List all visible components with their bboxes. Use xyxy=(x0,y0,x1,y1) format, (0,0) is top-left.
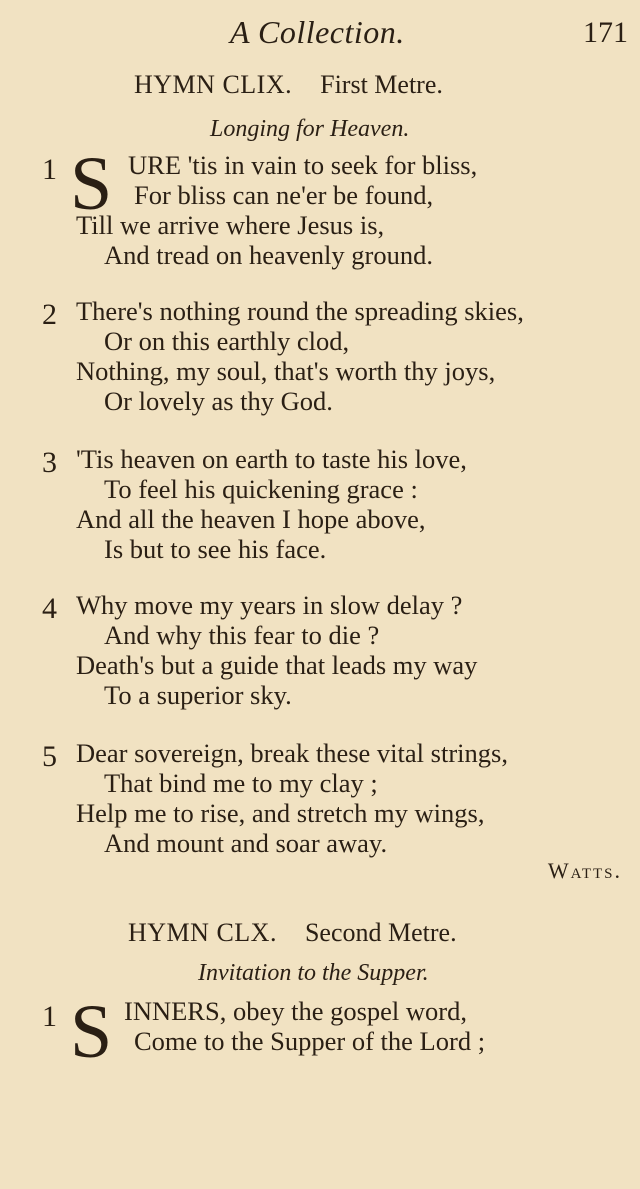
stanza-number: 5 xyxy=(42,740,57,773)
hymn-author: Watts. xyxy=(547,858,622,883)
hymn-metre: First Metre. xyxy=(320,70,443,99)
stanza-line: Till we arrive where Jesus is, xyxy=(76,210,385,240)
stanza-line: URE 'tis in vain to seek for bliss, xyxy=(128,150,478,180)
stanza-line: Or lovely as thy God. xyxy=(104,386,333,416)
stanza-line: To a superior sky. xyxy=(104,680,292,710)
stanza-line: And mount and soar away. xyxy=(104,828,388,858)
stanza-line: Or on this earthly clod, xyxy=(104,326,350,356)
stanza-line: Dear sovereign, break these vital strings, xyxy=(76,738,508,768)
stanza-line: Nothing, my soul, that's worth thy joys, xyxy=(76,356,496,386)
stanza-line: Death's but a guide that leads my way xyxy=(76,650,478,680)
stanza-line: And why this fear to die ? xyxy=(104,620,380,650)
stanza-number: 4 xyxy=(42,592,57,625)
hymn-subtitle: Longing for Heaven. xyxy=(210,116,410,142)
drop-cap: S xyxy=(70,990,113,1074)
hymn-heading xyxy=(134,70,443,100)
stanza-line: Help me to rise, and stretch my wings, xyxy=(76,798,485,828)
stanza-number: 2 xyxy=(42,298,57,331)
stanza-line: And tread on heavenly ground. xyxy=(104,240,433,270)
hymn-number: HYMN CLIX. xyxy=(134,70,293,99)
hymn-number: HYMN CLX. xyxy=(128,918,277,947)
stanza-line: Is but to see his face. xyxy=(104,534,327,564)
stanza-line: To feel his quickening grace : xyxy=(104,474,418,504)
stanza-line: 'Tis heaven on earth to taste his love, xyxy=(76,444,467,474)
stanza-line: And all the heaven I hope above, xyxy=(76,504,426,534)
hymn-subtitle: Invitation to the Supper. xyxy=(198,960,429,986)
stanza-number: 1 xyxy=(42,1000,57,1033)
drop-cap: S xyxy=(70,142,113,226)
stanza-line: For bliss can ne'er be found, xyxy=(134,180,434,210)
stanza-line: INNERS, obey the gospel word, xyxy=(124,996,467,1026)
stanza-number: 1 xyxy=(42,153,57,186)
hymn-metre: Second Metre. xyxy=(304,918,457,947)
hymn-heading xyxy=(128,918,457,948)
stanza-number: 3 xyxy=(42,446,57,479)
stanza-line: There's nothing round the spreading skies, xyxy=(76,296,524,326)
stanza-line: Come to the Supper of the Lord ; xyxy=(134,1026,486,1056)
stanza-line: That bind me to my clay ; xyxy=(104,768,378,798)
running-head: A Collection. xyxy=(230,14,405,50)
page-number: 171 xyxy=(583,16,628,49)
stanza-line: Why move my years in slow delay ? xyxy=(76,590,463,620)
